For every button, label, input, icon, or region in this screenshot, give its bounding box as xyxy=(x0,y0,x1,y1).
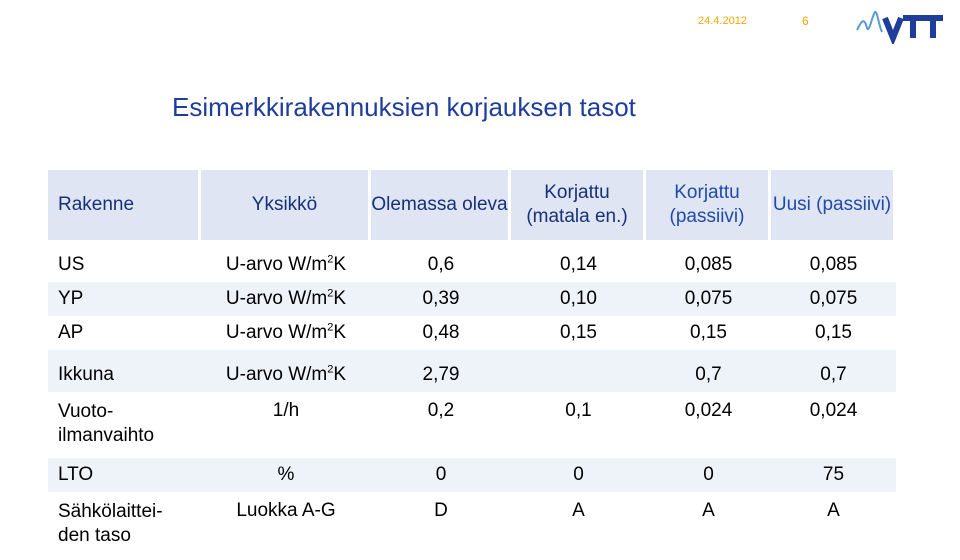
top-bar xyxy=(0,0,960,60)
cell-rakenne: AP xyxy=(58,322,84,343)
cell-matala: 0,15 xyxy=(560,322,597,343)
cell-olemassa: 0,48 xyxy=(422,322,460,343)
vtt-logo xyxy=(855,8,945,44)
cell-uusi: 75 xyxy=(822,464,845,485)
cell-rakenne: US xyxy=(58,254,85,275)
cell-rakenne: Sähkölaittei- den taso xyxy=(58,501,163,546)
col-header-korjattu-passiivi: Korjattu (passiivi) xyxy=(646,170,771,240)
cell-olemassa: 2,79 xyxy=(422,364,460,385)
slide-date: 24.4.2012 xyxy=(698,15,747,27)
renovation-levels-table xyxy=(48,170,896,558)
cell-unit: U-arvo $W/m^2K$ xyxy=(225,321,347,343)
table-row xyxy=(48,350,896,392)
cell-passiivi: 0 xyxy=(703,464,714,485)
cell-unit: 1/h xyxy=(272,400,300,421)
col-header-rakenne: Rakenne xyxy=(48,170,201,240)
table-row xyxy=(48,458,896,492)
cell-olemassa: D xyxy=(434,500,448,521)
cell-unit: % xyxy=(277,464,295,485)
page-number: 6 xyxy=(802,14,809,28)
cell-olemassa: 0,2 xyxy=(427,400,455,421)
cell-matala: 0 xyxy=(573,464,584,485)
col-header-olemassa: Olemassa oleva xyxy=(371,170,511,240)
cell-uusi: A xyxy=(827,500,840,521)
table-row xyxy=(48,492,896,558)
page-title: Esimerkkirakennuksien korjauksen tasot xyxy=(172,92,636,122)
cell-matala: A xyxy=(572,500,585,521)
cell-olemassa: 0 xyxy=(435,464,447,485)
cell-uusi: 0,7 xyxy=(820,364,847,385)
col-header-korjattu-matala: Korjattu (matala en.) xyxy=(511,170,646,240)
cell-matala: 0,1 xyxy=(565,400,592,421)
cell-passiivi: 0,075 xyxy=(684,288,733,309)
table-row xyxy=(48,240,896,282)
cell-passiivi: 0,7 xyxy=(695,364,722,385)
cell-passiivi: 0,024 xyxy=(684,400,733,421)
cell-matala: 0,10 xyxy=(560,288,597,309)
logo-text xyxy=(885,18,943,38)
cell-uusi: 0,075 xyxy=(809,288,858,309)
cell-passiivi: 0,15 xyxy=(690,322,727,343)
cell-rakenne: LTO xyxy=(58,464,94,485)
table-row xyxy=(48,282,896,316)
table-header-row xyxy=(48,170,896,240)
cell-passiivi: 0,085 xyxy=(684,254,733,275)
cell-matala xyxy=(511,350,646,392)
cell-unit: Luokka A-G xyxy=(236,500,336,521)
cell-unit: U-arvo $W/m^2K$ xyxy=(225,287,347,309)
cell-uusi: 0,085 xyxy=(809,254,858,275)
cell-rakenne: YP xyxy=(58,288,84,309)
cell-rakenne: Vuoto- ilmanvaihto xyxy=(58,401,155,446)
cell-uusi: 0,024 xyxy=(809,400,858,421)
table-row xyxy=(48,316,896,350)
cell-olemassa: 0,39 xyxy=(422,288,460,309)
cell-rakenne: Ikkuna xyxy=(58,364,114,385)
cell-unit: U-arvo $W/m^2K$ xyxy=(225,253,347,275)
cell-uusi: 0,15 xyxy=(815,322,852,343)
cell-passiivi: A xyxy=(702,500,715,521)
table-row xyxy=(48,392,896,458)
col-header-uusi: Uusi (passiivi) xyxy=(771,170,896,240)
cell-unit: U-arvo $W/m^2K$ xyxy=(225,363,347,385)
cell-olemassa: 0,6 xyxy=(427,254,455,275)
cell-matala: 0,14 xyxy=(560,254,597,275)
col-header-yksikko: Yksikkö xyxy=(201,170,371,240)
